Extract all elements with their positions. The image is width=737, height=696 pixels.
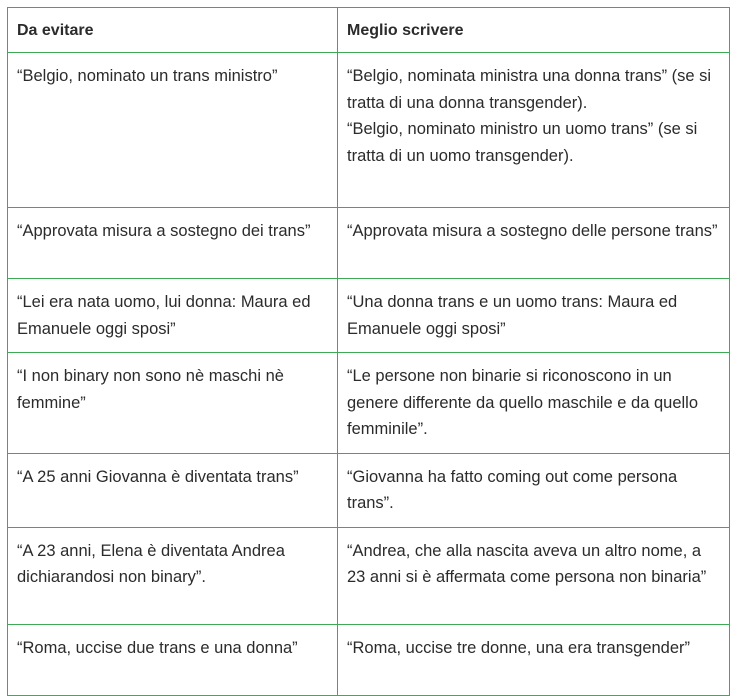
avoid-cell [8, 279, 338, 353]
better-text: “Giovanna ha fatto coming out come persona trans”. [347, 467, 678, 512]
avoid-cell [8, 527, 338, 624]
header-better: Meglio scrivere [338, 8, 730, 53]
avoid-cell [8, 53, 338, 208]
avoid-text: “Lei era nata uomo, lui donna: Maura ed Emanuele oggi sposi” [17, 293, 311, 338]
table-row [8, 208, 730, 279]
better-cell [338, 53, 730, 208]
avoid-text: “Approvata misura a sostegno dei trans” [17, 222, 311, 240]
avoid-text: “Belgio, nominato un trans ministro” [17, 67, 278, 85]
better-text: “Le persone non binarie si riconoscono in un genere differente da quello maschile e da quello femminile”. [347, 367, 699, 438]
better-text: “Belgio, nominato ministro un uomo trans” (se si tratta di un uomo transgender). [347, 120, 698, 165]
better-cell [338, 353, 730, 454]
better-cell [338, 279, 730, 353]
better-text: “Roma, uccise tre donne, una era transgender” [347, 638, 691, 657]
table-row [8, 53, 730, 208]
avoid-cell [8, 353, 338, 454]
better-cell [338, 453, 730, 527]
table-row [8, 624, 730, 695]
table-header-row [8, 8, 730, 53]
better-cell [338, 624, 730, 695]
header-avoid: Da evitare [8, 8, 338, 53]
better-cell [338, 208, 730, 279]
table-row [8, 453, 730, 527]
better-text: “Belgio, nominata ministra una donna trans” (se si tratta di una donna transgender). [347, 67, 712, 112]
avoid-cell [8, 624, 338, 695]
table-row [8, 353, 730, 454]
avoid-cell [8, 208, 338, 279]
table-row [8, 279, 730, 353]
avoid-text: “I non binary non sono nè maschi nè femmine” [17, 367, 284, 412]
language-guide-table [7, 7, 730, 696]
better-text: “Una donna trans e un uomo trans: Maura ed Emanuele oggi sposi” [347, 293, 678, 338]
table-row [8, 527, 730, 624]
avoid-text: “A 23 anni, Elena è diventata Andrea dichiarandosi non binary”. [17, 541, 285, 586]
better-text: “Andrea, che alla nascita aveva un altro nome, a 23 anni si è affermata come persona non binaria” [347, 541, 707, 586]
avoid-cell [8, 453, 338, 527]
avoid-text: “A 25 anni Giovanna è diventata trans” [17, 467, 299, 486]
better-text: “Approvata misura a sostegno delle persone trans” [347, 222, 718, 240]
better-cell [338, 527, 730, 624]
avoid-text: “Roma, uccise due trans e una donna” [17, 638, 298, 657]
